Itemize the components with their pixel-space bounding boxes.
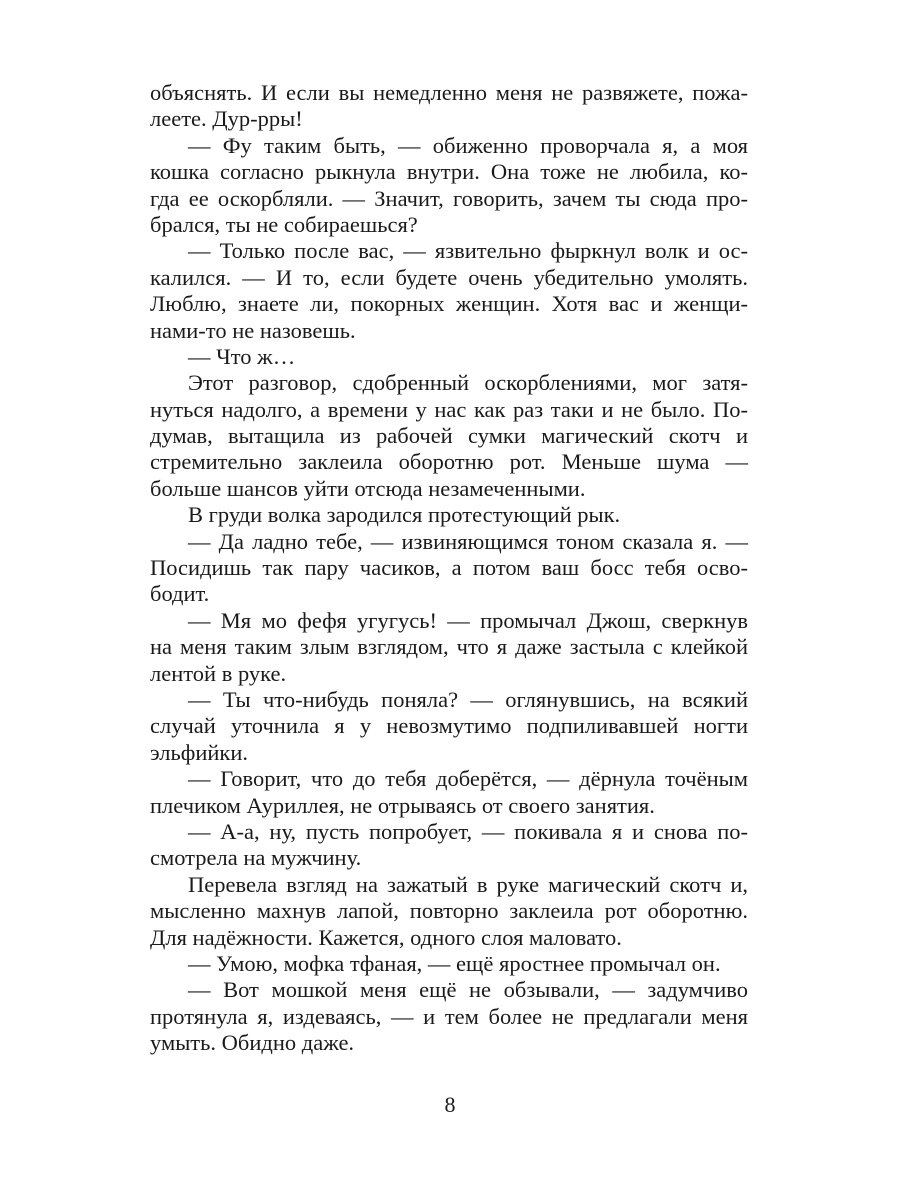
text-line: — Только после вас, — язвительно фыркнул волк и ос- <box>188 238 748 264</box>
text-line: Перевела взгляд на зажатый в руке магический скотч и, <box>188 871 748 897</box>
text-line: стремительно заклеила оборотню рот. Меньше шума — <box>150 449 748 475</box>
text-line: на меня таким злым взглядом, что я даже застыла с клейкой <box>150 634 748 660</box>
text-line: плечиком Ауриллея, не отрываясь от своего занятия. <box>150 792 655 818</box>
text-line: — Умою, мофка тфаная, — ещё яростнее промычал он. <box>188 950 721 976</box>
page-number: 8 <box>444 1092 456 1117</box>
text-line: — Говорит, что до тебя доберётся, — дёрнула точёным <box>188 766 748 792</box>
text-line: случай уточнила я у невозмутимо подпиливавшей ногти <box>150 713 748 739</box>
text-line: мысленно махнув лапой, повторно заклеила рот оборотню. <box>150 898 748 924</box>
text-line: лентой в руке. <box>150 660 287 686</box>
text-line: умыть. Обидно даже. <box>150 1030 355 1056</box>
text-line: думав, вытащила из рабочей сумки магический скотч и <box>150 423 748 449</box>
text-line: — Фу таким быть, — обиженно проворчала я, а моя <box>188 132 748 158</box>
text-line: нами-то не назовешь. <box>150 317 356 343</box>
text-line: гда ее оскорбляли. — Значит, говорить, зачем ты сюда про- <box>150 185 748 211</box>
text-line: леете. Дур-рры! <box>150 106 303 132</box>
text-line: — Ты что-нибудь поняла? — оглянувшись, на всякий <box>188 686 748 712</box>
text-line: — А-а, ну, пусть попробует, — покивала я и снова по- <box>188 818 748 844</box>
text-line: Этот разговор, сдобренный оскорблениями, мог затя- <box>188 370 748 396</box>
text-line: — Что ж… <box>188 343 296 369</box>
text-line: В груди волка зародился протестующий рык. <box>188 502 621 528</box>
text-line: смотрела на мужчину. <box>150 845 362 871</box>
text-line: Для надёжности. Кажется, одного слоя маловато. <box>150 924 622 950</box>
text-line: — Вот мошкой меня ещё не обзывали, — задумчиво <box>188 977 748 1003</box>
text-line: калился. — И то, если будете очень убедительно умолять. <box>150 264 748 290</box>
text-line: брался, ты не собираешься? <box>150 211 418 237</box>
text-line: Люблю, знаете ли, покорных женщин. Хотя вас и женщи- <box>150 291 748 317</box>
text-line: объяснять. И если вы немедленно меня не развяжете, пожа- <box>150 80 748 105</box>
text-line: кошка согласно рыкнула внутри. Она тоже не любила, ко- <box>150 159 748 185</box>
text-line: бодит. <box>150 581 210 607</box>
text-line: эльфийки. <box>150 739 248 765</box>
text-line: нуться надолго, а времени у нас как раз таки и не было. По- <box>150 396 748 422</box>
text-line: — Да ладно тебе, — извиняющимся тоном сказала я. — <box>188 528 748 554</box>
body-text <box>150 80 748 1056</box>
text-line: больше шансов уйти отсюда незамеченными. <box>150 475 586 501</box>
text-line: протянула я, издеваясь, — и тем более не предлагали меня <box>150 1003 748 1029</box>
text-line: Посидишь так пару часиков, а потом ваш босс тебя осво- <box>150 555 748 581</box>
text-line: — Мя мо фефя угугусь! — промычал Джош, сверкнув <box>188 607 748 633</box>
